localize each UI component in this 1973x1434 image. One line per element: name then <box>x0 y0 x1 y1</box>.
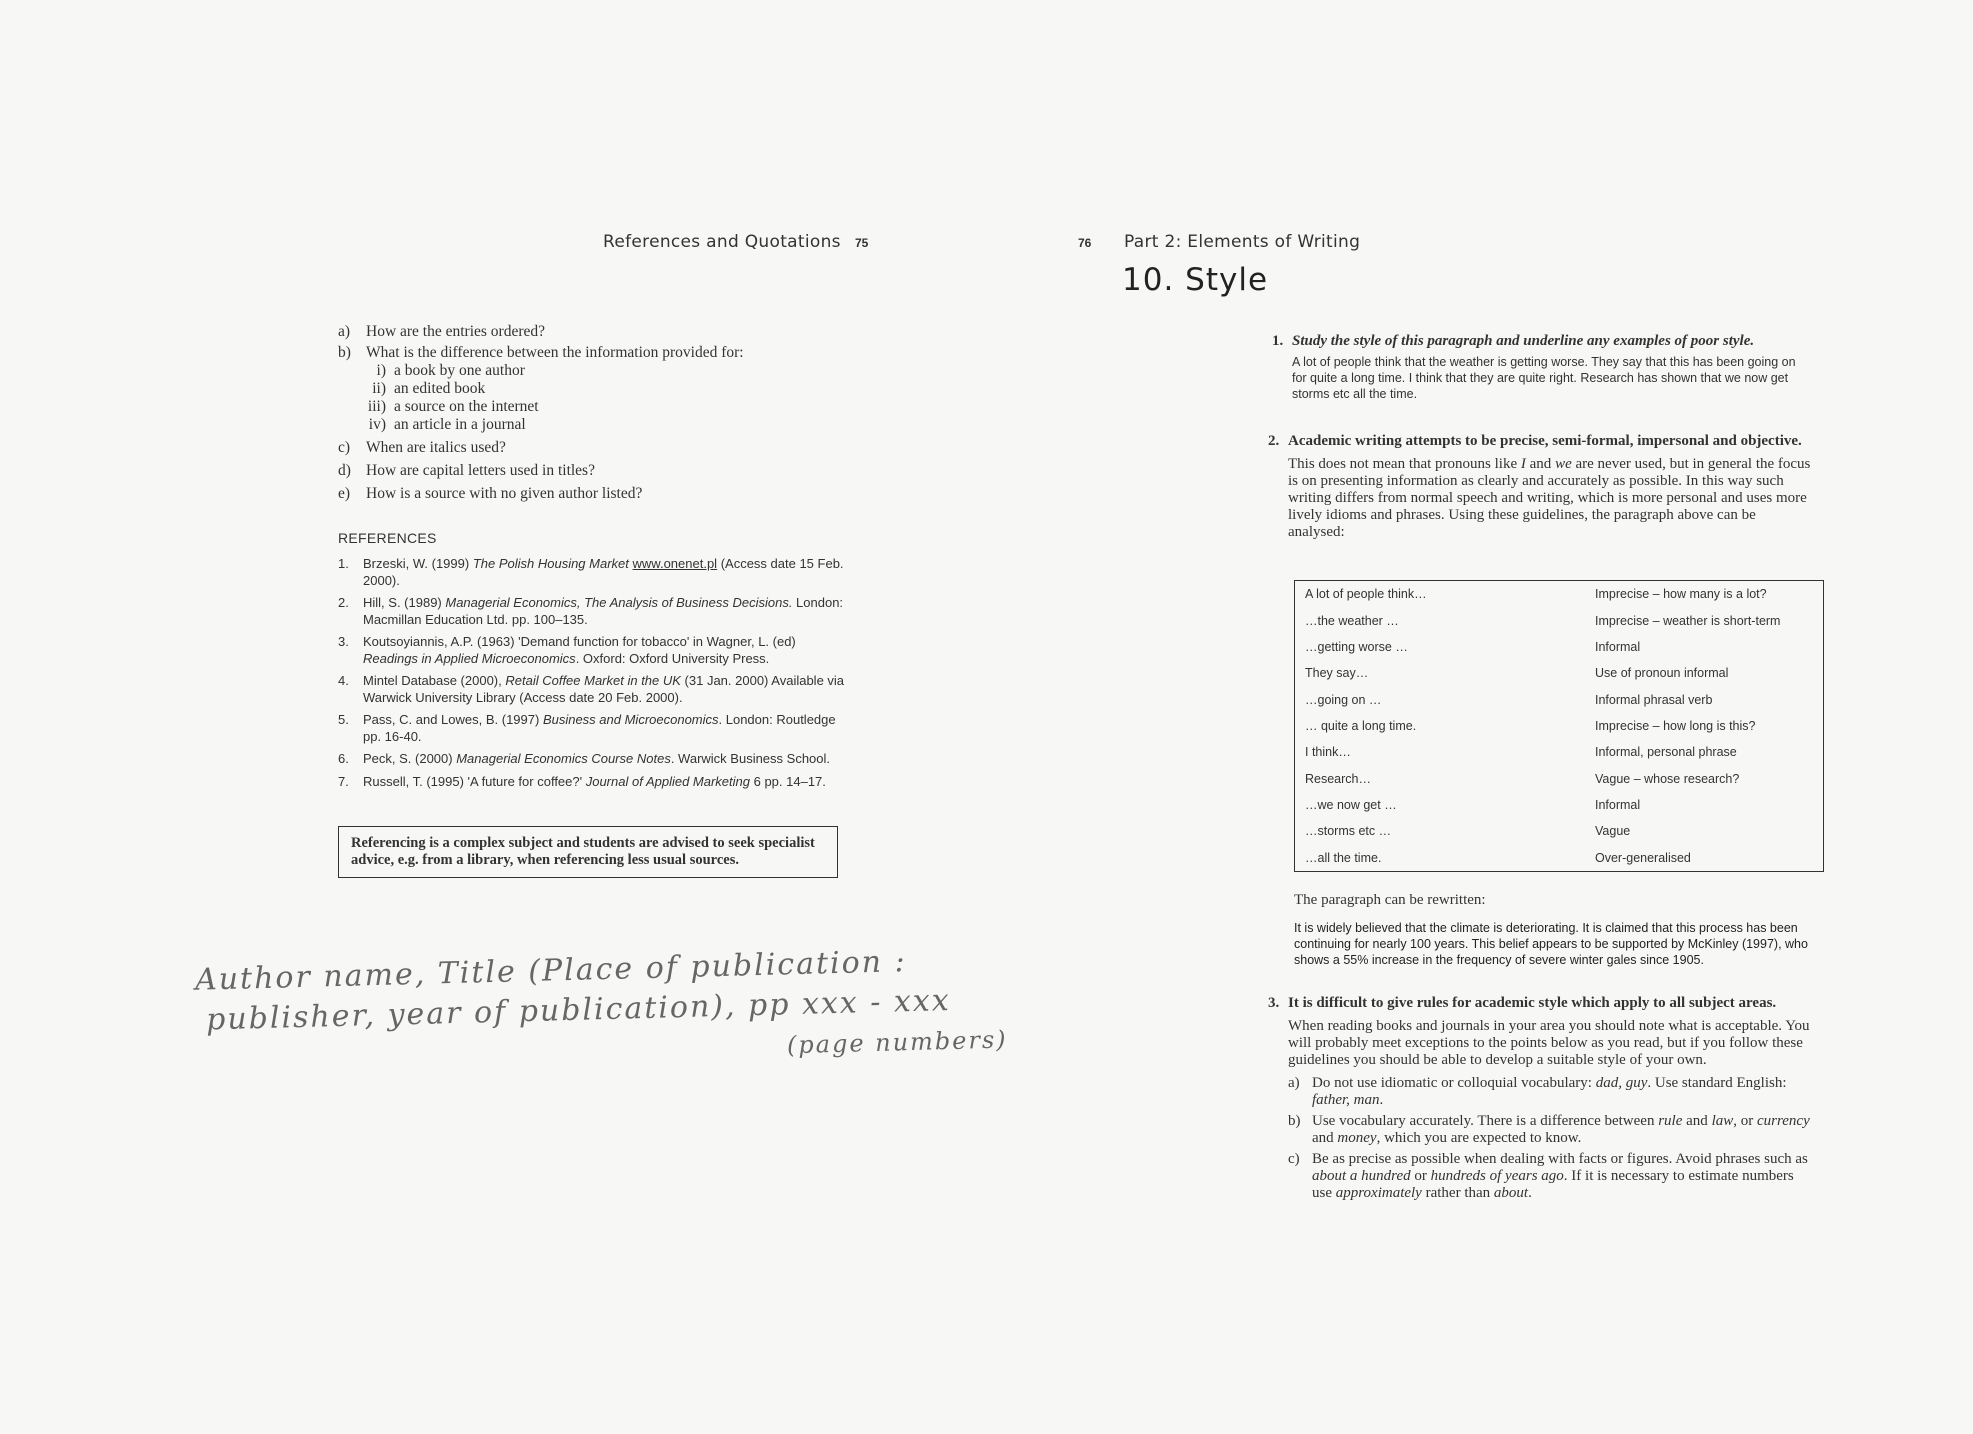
reference-entry: 6. Peck, S. (2000) Managerial Economics Course Notes. Warwick Business School. <box>338 751 831 766</box>
chapter-title: 10. Style <box>1122 262 1269 298</box>
question-list <box>338 322 744 505</box>
table-row: A lot of people think… Imprecise – how many is a lot? <box>1305 587 1767 602</box>
task-1: 1. Study the style of this paragraph and underline any examples of poor style. A lot of people think that the weather is getting worse. They say that this has been going on for quite a long time. I think that they are quite right. Research has shown that we now get storms etc all the time. <box>1272 332 1812 402</box>
question-subitem: iii) a source on the internet <box>367 398 539 415</box>
task-2: 2. Academic writing attempts to be precise, semi-formal, impersonal and objective. This does not mean that pronouns like I and we are never used, but in general the focus is on presenting information as clearly and accurately as possible. In this way such writing differs from normal speech and writing, which is more personal and uses more lively idioms and phrases. Using these guidelines, the paragraph above can be analysed: <box>1268 432 1816 541</box>
table-row: Research… Vague – whose research? <box>1305 771 1740 786</box>
question-item: a) How are the entries ordered? <box>338 323 546 340</box>
reference-entry: 4. Mintel Database (2000), Retail Coffee Market in the UK (31 Jan. 2000) Available via Warwick University Library (Access date 20 Feb. 2000). <box>338 673 845 705</box>
rewrite-paragraph: It is widely believed that the climate is deteriorating. It is claimed that this process has been continuing for nearly 100 years. This belief appears to be supported by McKinley (1997), who shows a 55% increase in the frequency of severe winter gales since 1905. <box>1294 921 1808 967</box>
question-subitem: ii) an edited book <box>372 380 486 397</box>
reference-entry: 3. Koutsoyiannis, A.P. (1963) 'Demand function for tobacco' in Wagner, L. (ed) Readings in Applied Microeconomics. Oxford: Oxford University Press. <box>338 634 796 666</box>
question-item: c) When are italics used? <box>338 439 506 456</box>
handwritten-line: (page numbers) <box>786 1025 1008 1060</box>
table-row: …all the time. Over-generalised <box>1305 850 1691 865</box>
task-heading: Study the style of this paragraph and underline any examples of poor style. <box>1292 333 1755 349</box>
question-subitems <box>366 362 744 434</box>
question-item: d) How are capital letters used in titles? <box>338 462 595 479</box>
reference-entry: 2. Hill, S. (1989) Managerial Economics, The Analysis of Business Decisions. London: Macmillan Education Ltd. pp. 100–135. <box>338 595 844 627</box>
table-row: …getting worse … Informal <box>1305 639 1641 654</box>
page-number: 75 <box>855 236 869 250</box>
table-row: …going on … Informal phrasal verb <box>1305 692 1713 707</box>
task-heading: Academic writing attempts to be precise, semi-formal, impersonal and objective. <box>1288 433 1802 449</box>
task-paragraph: This does not mean that pronouns like I and we are never used, but in general the focus is on presenting information as clearly and accurately as possible. In this way such writing differs from normal speech and writing, which is more personal and uses more lively idioms and phrases. Using these guidelines, the paragraph above can be analysed: <box>1288 456 1811 540</box>
reference-entry: 1. Brzeski, W. (1999) The Polish Housing Market www.onenet.pl (Access date 15 Feb. 2000). <box>338 556 844 588</box>
question-item: e) How is a source with no given author listed? <box>338 485 643 502</box>
right-page <box>986 0 1973 1434</box>
rewrite-intro: The paragraph can be rewritten: <box>1294 892 1486 908</box>
task-heading: It is difficult to give rules for academic style which apply to all subject areas. <box>1288 995 1777 1011</box>
reference-entry: 7. Russell, T. (1995) 'A future for coffee?' Journal of Applied Marketing 6 pp. 14–17. <box>338 773 826 789</box>
style-rule: a) Do not use idiomatic or colloquial vocabulary: dad, guy. Use standard English: father, man. <box>1288 1075 1787 1108</box>
task-paragraph: A lot of people think that the weather is getting worse. They say that this has been going on for quite a long time. I think that they are quite right. Research has shown that we now get storms etc all the time. <box>1292 355 1796 401</box>
style-rules <box>1288 1075 1816 1202</box>
reference-entry: 5. Pass, C. and Lowes, B. (1997) Business and Microeconomics. London: Routledge pp. 16-40. <box>338 712 836 744</box>
table-row: I think… Informal, personal phrase <box>1305 745 1737 760</box>
style-rule: b) Use vocabulary accurately. There is a difference between rule and law, or currency and money, which you are expected to know. <box>1288 1113 1810 1146</box>
handwritten-line: publisher, year of publication), pp xxx - xxx <box>205 982 952 1038</box>
table-row: …storms etc … Vague <box>1305 824 1631 839</box>
page-number: 76 <box>1078 236 1092 250</box>
handwritten-note <box>195 939 1018 1080</box>
style-rule: c) Be as precise as possible when dealing with facts or figures. Avoid phrases such as about a hundred or hundreds of years ago. If it is necessary to estimate numbers use approximately rather than about. <box>1288 1151 1808 1201</box>
analysis-table <box>1294 580 1824 872</box>
running-head: References and Quotations <box>603 232 841 252</box>
references-list <box>338 556 848 796</box>
note-box: Referencing is a complex subject and students are advised to seek specialist advice, e.g. from a library, when referencing less usual sources. <box>338 826 838 878</box>
table-row: …we now get … Informal <box>1305 798 1641 813</box>
table-row: …the weather … Imprecise – weather is short-term <box>1305 613 1781 628</box>
table-row: … quite a long time. Imprecise – how long is this? <box>1305 718 1756 733</box>
handwritten-line: Author name, Title (Place of publication : <box>194 944 908 998</box>
question-subitem: iv) an article in a journal <box>368 416 526 433</box>
task-3: 3. It is difficult to give rules for academic style which apply to all subject areas. When reading books and journals in your area you should note what is acceptable. You will probably meet exceptions to the points below as you read, but if you follow these guidelines you should be able to develop a suitable style of your own. a) Do not use idiomatic or colloquial vocabulary: dad, guy. Use standard English: father, man. b) Use vocabulary accurately. There is a difference between rule and law, or currency and money, which you are expected to know. c) Be as precise as possible when dealing with facts or figures. Avoid phrases such as about a hundred or hundreds of years ago. If it is necessary to estimate numbers use approximately rather than about. <box>1268 994 1816 1206</box>
table-row: They say… Use of pronoun informal <box>1305 666 1729 681</box>
references-heading: REFERENCES <box>338 530 437 546</box>
question-subitem: i) a book by one author <box>376 362 525 379</box>
running-head: Part 2: Elements of Writing <box>1124 232 1361 252</box>
question-item: b) What is the difference between the information provided for: <box>338 344 744 361</box>
reference-link[interactable]: www.onenet.pl <box>632 556 718 571</box>
task-paragraph: When reading books and journals in your area you should note what is acceptable. You will probably meet exceptions to the points below as you read, but if you follow these guidelines you should be able to develop a suitable style of your own. <box>1288 1018 1810 1068</box>
